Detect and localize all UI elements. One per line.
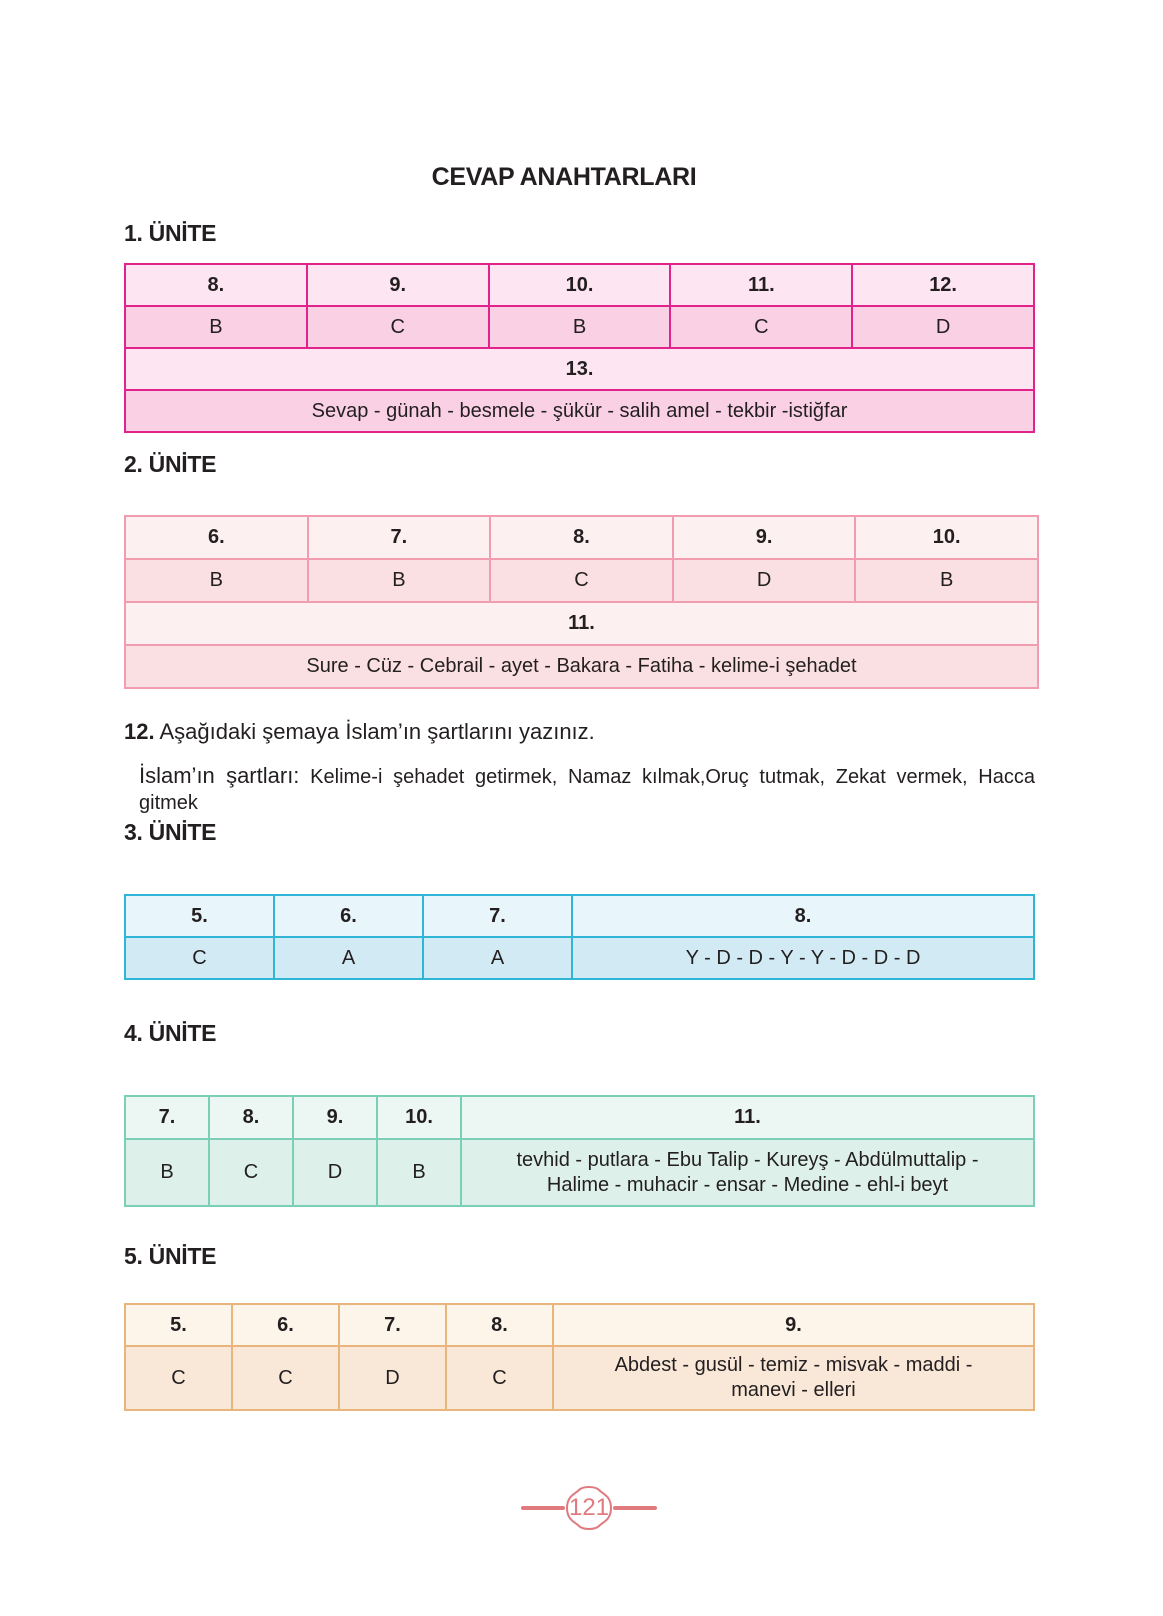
- answer-cell: D: [673, 559, 856, 602]
- table-answer-row: [125, 559, 1038, 602]
- answer-text: Kelime-i şehadet getirmek, Namaz kılmak,Oruç tutmak, Zekat vermek, Hacca gitmek: [139, 766, 1036, 814]
- question-number: 8.: [572, 895, 1034, 937]
- question-number: 7.: [339, 1304, 446, 1346]
- table-answer-row: [125, 306, 1034, 348]
- unit4-heading: 4. ÜNİTE: [124, 1020, 217, 1046]
- question-number: 13.: [125, 348, 1034, 390]
- question-number: 10.: [855, 516, 1038, 559]
- answer-cell: C: [209, 1139, 293, 1206]
- answer-cell: A: [423, 937, 572, 979]
- answer-cell: B: [489, 306, 671, 348]
- answer-cell: [553, 1346, 1034, 1410]
- answer-cell: C: [670, 306, 852, 348]
- question-number: 12.: [852, 264, 1034, 306]
- unit3-heading: 3. ÜNİTE: [124, 819, 217, 845]
- answer-cell: [461, 1139, 1034, 1206]
- question-number: 12.: [124, 719, 155, 744]
- table-header-row: [125, 1304, 1034, 1346]
- question-number: 8.: [125, 264, 307, 306]
- answer-line: Abdest - gusül - temiz - misvak - maddi -: [614, 1354, 973, 1376]
- question-number: 10.: [489, 264, 671, 306]
- answer-line: manevi - elleri: [731, 1379, 856, 1401]
- unit2-heading: 2. ÜNİTE: [124, 451, 217, 477]
- answer-cell: B: [855, 559, 1038, 602]
- table-header-row: [125, 602, 1038, 645]
- table-answer-row: [125, 645, 1038, 688]
- question-number: 7.: [125, 1096, 209, 1139]
- question-number: 11.: [670, 264, 852, 306]
- question-12: [124, 719, 595, 745]
- answer-cell: C: [232, 1346, 339, 1410]
- question-text: Aşağıdaki şemaya İslam’ın şartlarını yazınız.: [159, 719, 595, 744]
- question-number: 7.: [308, 516, 491, 559]
- question-number: 6.: [232, 1304, 339, 1346]
- table-answer-row: [125, 1346, 1034, 1410]
- question-number: 6.: [125, 516, 308, 559]
- question-number: 9.: [673, 516, 856, 559]
- table-header-row: [125, 895, 1034, 937]
- answer-cell: B: [125, 559, 308, 602]
- answer-cell: D: [852, 306, 1034, 348]
- answer-cell: Sevap - günah - besmele - şükür - salih amel - tekbir -istiğfar: [125, 390, 1034, 432]
- answer-cell: D: [339, 1346, 446, 1410]
- question-number: 5.: [125, 1304, 232, 1346]
- answer-cell: C: [446, 1346, 553, 1410]
- page-title: CEVAP ANAHTARLARI: [431, 163, 697, 191]
- question-number: 8.: [490, 516, 673, 559]
- unit1-answer-table: [124, 263, 1035, 433]
- table-header-row: [125, 264, 1034, 306]
- question-number: 6.: [274, 895, 423, 937]
- unit5-heading: 5. ÜNİTE: [124, 1243, 217, 1269]
- answer-cell: Sure - Cüz - Cebrail - ayet - Bakara - Fatiha - kelime-i şehadet: [125, 645, 1038, 688]
- answer-cell: B: [125, 1139, 209, 1206]
- unit1-heading: 1. ÜNİTE: [124, 220, 217, 246]
- question-number: 9.: [293, 1096, 377, 1139]
- answer-cell: D: [293, 1139, 377, 1206]
- question-number: 7.: [423, 895, 572, 937]
- question-number: 9.: [307, 264, 489, 306]
- answer-cell: A: [274, 937, 423, 979]
- answer-cell: C: [125, 937, 274, 979]
- question-number: 8.: [209, 1096, 293, 1139]
- answer-cell: C: [307, 306, 489, 348]
- table-header-row: [125, 516, 1038, 559]
- answer-cell: B: [125, 306, 307, 348]
- question-number: 10.: [377, 1096, 461, 1139]
- unit3-answer-table: [124, 894, 1035, 980]
- answer-cell: C: [490, 559, 673, 602]
- question-number: 9.: [553, 1304, 1034, 1346]
- unit2-answer-table: [124, 515, 1039, 689]
- answer-label: İslam’ın şartları:: [139, 763, 300, 788]
- question-12-answer: [139, 763, 1035, 816]
- question-number: 11.: [125, 602, 1038, 645]
- answer-cell: C: [125, 1346, 232, 1410]
- answer-line: tevhid - putlara - Ebu Talip - Kureyş - Abdülmuttalip -: [516, 1148, 979, 1171]
- table-answer-row: [125, 1139, 1034, 1206]
- question-number: 8.: [446, 1304, 553, 1346]
- unit5-answer-table: [124, 1303, 1035, 1411]
- answer-cell: B: [308, 559, 491, 602]
- page-number-badge: [519, 1480, 659, 1536]
- table-answer-row: [125, 390, 1034, 432]
- question-number: 11.: [461, 1096, 1034, 1139]
- page-number: 121: [568, 1494, 610, 1521]
- table-header-row: [125, 1096, 1034, 1139]
- answer-cell: Y - D - D - Y - Y - D - D - D: [572, 937, 1034, 979]
- table-answer-row: [125, 937, 1034, 979]
- question-number: 5.: [125, 895, 274, 937]
- unit4-answer-table: [124, 1095, 1035, 1207]
- answer-cell: B: [377, 1139, 461, 1206]
- table-header-row: [125, 348, 1034, 390]
- answer-line: Halime - muhacir - ensar - Medine - ehl-i beyt: [546, 1173, 949, 1196]
